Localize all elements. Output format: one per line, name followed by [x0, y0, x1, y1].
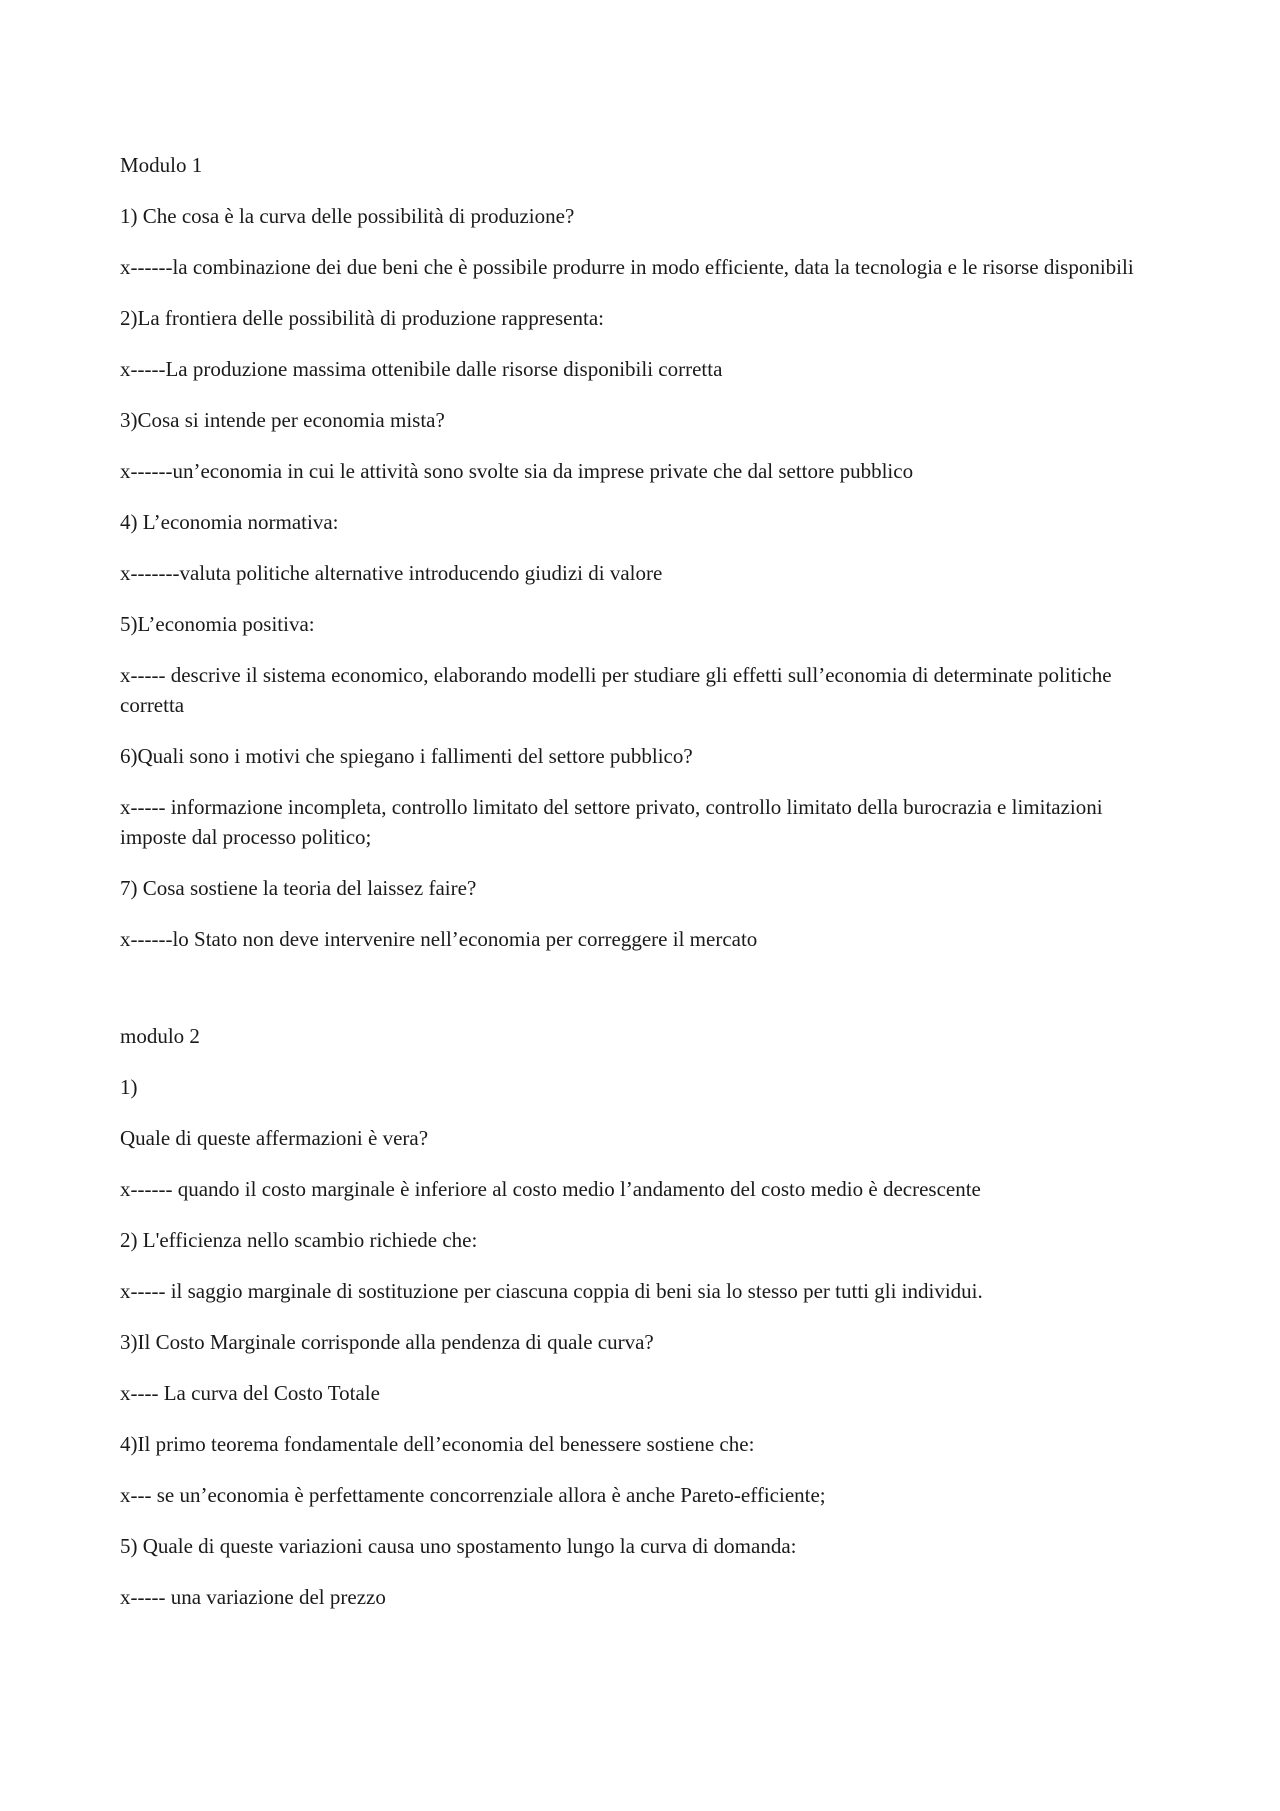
module-1-answer-4: x-------valuta politiche alternative introducendo giudizi di valore	[120, 561, 663, 585]
module-2-question-5: 5) Quale di queste variazioni causa uno spostamento lungo la curva di domanda:	[120, 1534, 797, 1558]
module-2-question-2: 2) L'efficienza nello scambio richiede che:	[120, 1228, 478, 1252]
module-2-answer-5: x----- una variazione del prezzo	[120, 1585, 386, 1609]
module-1-answer-1: x------la combinazione dei due beni che è possibile produrre in modo efficiente, data la tecnologia e le risorse disponibili	[120, 255, 1134, 279]
module-2-question-3: 3)Il Costo Marginale corrisponde alla pendenza di quale curva?	[120, 1330, 654, 1354]
module-2-question-1: Quale di queste affermazioni è vera?	[120, 1126, 429, 1150]
module-1-answer-3: x------un’economia in cui le attività sono svolte sia da imprese private che dal settore pubblico	[120, 459, 914, 483]
module-2-answer-1: x------ quando il costo marginale è inferiore al costo medio l’andamento del costo medio è decrescente	[120, 1177, 981, 1201]
module-1-question-5: 5)L’economia positiva:	[120, 612, 315, 636]
module-1-question-7: 7) Cosa sostiene la teoria del laissez faire?	[120, 876, 477, 900]
module-2-answer-4: x--- se un’economia è perfettamente concorrenziale allora è anche Pareto-efficiente;	[120, 1483, 826, 1507]
module-2-answer-2: x----- il saggio marginale di sostituzione per ciascuna coppia di beni sia lo stesso per tutti gli individui.	[120, 1279, 983, 1303]
module-1-answer-6: x----- informazione incompleta, controllo limitato del settore privato, controllo limitato della burocrazia e limitazioni imposte dal processo politico;	[120, 795, 1103, 849]
module-1-question-2: 2)La frontiera delle possibilità di produzione rappresenta:	[120, 306, 604, 330]
module-1-answer-5: x----- descrive il sistema economico, elaborando modelli per studiare gli effetti sull’economia di determinate politiche corretta	[120, 663, 1112, 717]
module-2-number-line: 1)	[120, 1075, 138, 1099]
module-2-title: modulo 2	[120, 1024, 200, 1048]
module-1-answer-7: x------lo Stato non deve intervenire nell’economia per correggere il mercato	[120, 927, 758, 951]
module-1-title: Modulo 1	[120, 153, 203, 177]
module-1-question-3: 3)Cosa si intende per economia mista?	[120, 408, 445, 432]
module-2-answer-3: x---- La curva del Costo Totale	[120, 1381, 380, 1405]
module-1-question-4: 4) L’economia normativa:	[120, 510, 339, 534]
module-2-question-4: 4)Il primo teorema fondamentale dell’economia del benessere sostiene che:	[120, 1432, 755, 1456]
document-content	[120, 150, 1160, 1633]
module-1-question-6: 6)Quali sono i motivi che spiegano i fallimenti del settore pubblico?	[120, 744, 693, 768]
module-1-answer-2: x-----La produzione massima ottenibile dalle risorse disponibili corretta	[120, 357, 723, 381]
module-1-question-1: 1) Che cosa è la curva delle possibilità di produzione?	[120, 204, 575, 228]
